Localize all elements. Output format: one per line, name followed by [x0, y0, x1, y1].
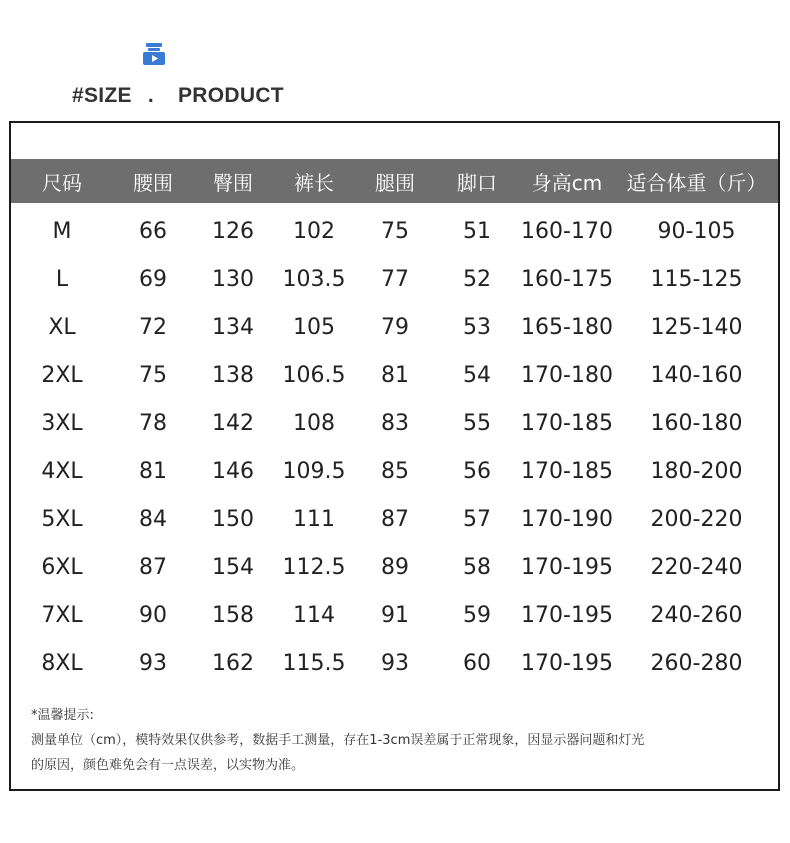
table-cell: 93 [139, 650, 167, 676]
table-cell: 78 [139, 410, 167, 436]
camera-badge-icon [142, 42, 166, 66]
column-header: 臀围 [213, 170, 253, 195]
table-cell: 112.5 [282, 554, 346, 580]
table-cell: 84 [139, 506, 167, 532]
table-cell: 115-125 [650, 266, 743, 292]
table-cell: 109.5 [282, 458, 346, 484]
table-cell: 60 [463, 650, 491, 676]
table-cell: 150 [212, 506, 254, 532]
column-header: 身高cm [531, 170, 603, 195]
table-row [11, 303, 778, 351]
table-cell: 81 [139, 458, 167, 484]
column-header: 尺码 [42, 170, 82, 195]
tips-title: *温馨提示: [31, 708, 94, 723]
table-cell: 160-175 [521, 266, 613, 292]
table-cell: 111 [293, 506, 335, 532]
table-cell: 170-185 [521, 410, 613, 436]
table-cell: 105 [293, 314, 335, 340]
table-cell: 260-280 [650, 650, 743, 676]
table-header [11, 159, 778, 203]
table-row [11, 543, 778, 591]
table-cell: 90 [139, 602, 167, 628]
table-cell: 220-240 [650, 554, 743, 580]
table-cell: 170-185 [521, 458, 613, 484]
table-cell: 56 [463, 458, 491, 484]
size-cell: 5XL [41, 506, 83, 532]
table-cell: 162 [212, 650, 254, 676]
table-cell: 59 [463, 602, 491, 628]
table-cell: 55 [463, 410, 491, 436]
column-header: 腿围 [375, 170, 415, 195]
table-cell: 134 [212, 314, 254, 340]
table-cell: 170-180 [521, 362, 613, 388]
table-cell: 91 [381, 602, 409, 628]
page-heading [72, 82, 284, 110]
table-cell: 81 [381, 362, 409, 388]
table-cell: 170-195 [521, 650, 613, 676]
column-header: 适合体重（斤） [626, 170, 767, 195]
table-row [11, 639, 778, 687]
table-cell: 51 [463, 218, 491, 244]
table-cell: 160-180 [650, 410, 743, 436]
column-header: 脚口 [457, 170, 497, 195]
table-body [11, 203, 778, 687]
table-cell: 52 [463, 266, 491, 292]
table-cell: 138 [212, 362, 254, 388]
table-cell: 130 [212, 266, 254, 292]
size-cell: 4XL [41, 458, 83, 484]
tips-line: 测量单位（cm），模特效果仅供参考，数据手工测量，存在1-3cm误差属于正常现象，因显示器问题和灯光 [31, 733, 645, 748]
table-cell: 77 [381, 266, 409, 292]
table-cell: 87 [381, 506, 409, 532]
table-cell: 75 [381, 218, 409, 244]
table-row [11, 591, 778, 639]
table-cell: 69 [139, 266, 167, 292]
table-cell: 140-160 [650, 362, 743, 388]
tips-line: 的原因，颜色难免会有一点误差，以实物为准。 [31, 758, 305, 773]
table-cell: 102 [293, 218, 335, 244]
table-cell: 170-195 [521, 602, 613, 628]
size-cell: 6XL [41, 554, 83, 580]
table-cell: 103.5 [282, 266, 346, 292]
size-chart-frame [9, 121, 780, 791]
table-row [11, 399, 778, 447]
table-cell: 89 [381, 554, 409, 580]
table-cell: 93 [381, 650, 409, 676]
table-cell: 240-260 [650, 602, 743, 628]
size-cell: L [55, 266, 69, 292]
table-row [11, 255, 778, 303]
table-row [11, 351, 778, 399]
table-cell: 108 [293, 410, 335, 436]
size-table [11, 159, 778, 687]
size-cell: 8XL [41, 650, 83, 676]
heading-size: #SIZE [72, 84, 132, 107]
table-cell: 165-180 [521, 314, 613, 340]
table-row [11, 207, 778, 255]
table-cell: 87 [139, 554, 167, 580]
column-header: 裤长 [294, 170, 334, 195]
table-cell: 170-195 [521, 554, 613, 580]
table-row [11, 447, 778, 495]
table-row [11, 495, 778, 543]
size-cell: M [52, 218, 72, 244]
size-cell: 7XL [41, 602, 83, 628]
table-cell: 75 [139, 362, 167, 388]
table-cell: 72 [139, 314, 167, 340]
table-cell: 114 [293, 602, 335, 628]
heading-product: PRODUCT [178, 84, 284, 107]
size-cell: 2XL [41, 362, 83, 388]
table-cell: 154 [212, 554, 254, 580]
table-cell: 66 [139, 218, 167, 244]
table-cell: 146 [212, 458, 254, 484]
table-cell: 53 [463, 314, 491, 340]
table-cell: 126 [212, 218, 254, 244]
table-cell: 180-200 [650, 458, 743, 484]
table-cell: 158 [212, 602, 254, 628]
table-cell: 83 [381, 410, 409, 436]
heading-separator: . [147, 84, 154, 107]
table-cell: 90-105 [657, 218, 736, 244]
table-cell: 125-140 [650, 314, 743, 340]
table-cell: 85 [381, 458, 409, 484]
tips-note [31, 703, 771, 778]
table-cell: 54 [463, 362, 491, 388]
size-cell: XL [48, 314, 76, 340]
table-cell: 160-170 [521, 218, 613, 244]
table-cell: 115.5 [282, 650, 346, 676]
table-cell: 106.5 [282, 362, 346, 388]
table-cell: 200-220 [650, 506, 743, 532]
table-cell: 57 [463, 506, 491, 532]
size-cell: 3XL [41, 410, 83, 436]
table-cell: 170-190 [521, 506, 613, 532]
column-header: 腰围 [133, 170, 173, 195]
table-cell: 58 [463, 554, 491, 580]
table-cell: 79 [381, 314, 409, 340]
table-cell: 142 [212, 410, 254, 436]
